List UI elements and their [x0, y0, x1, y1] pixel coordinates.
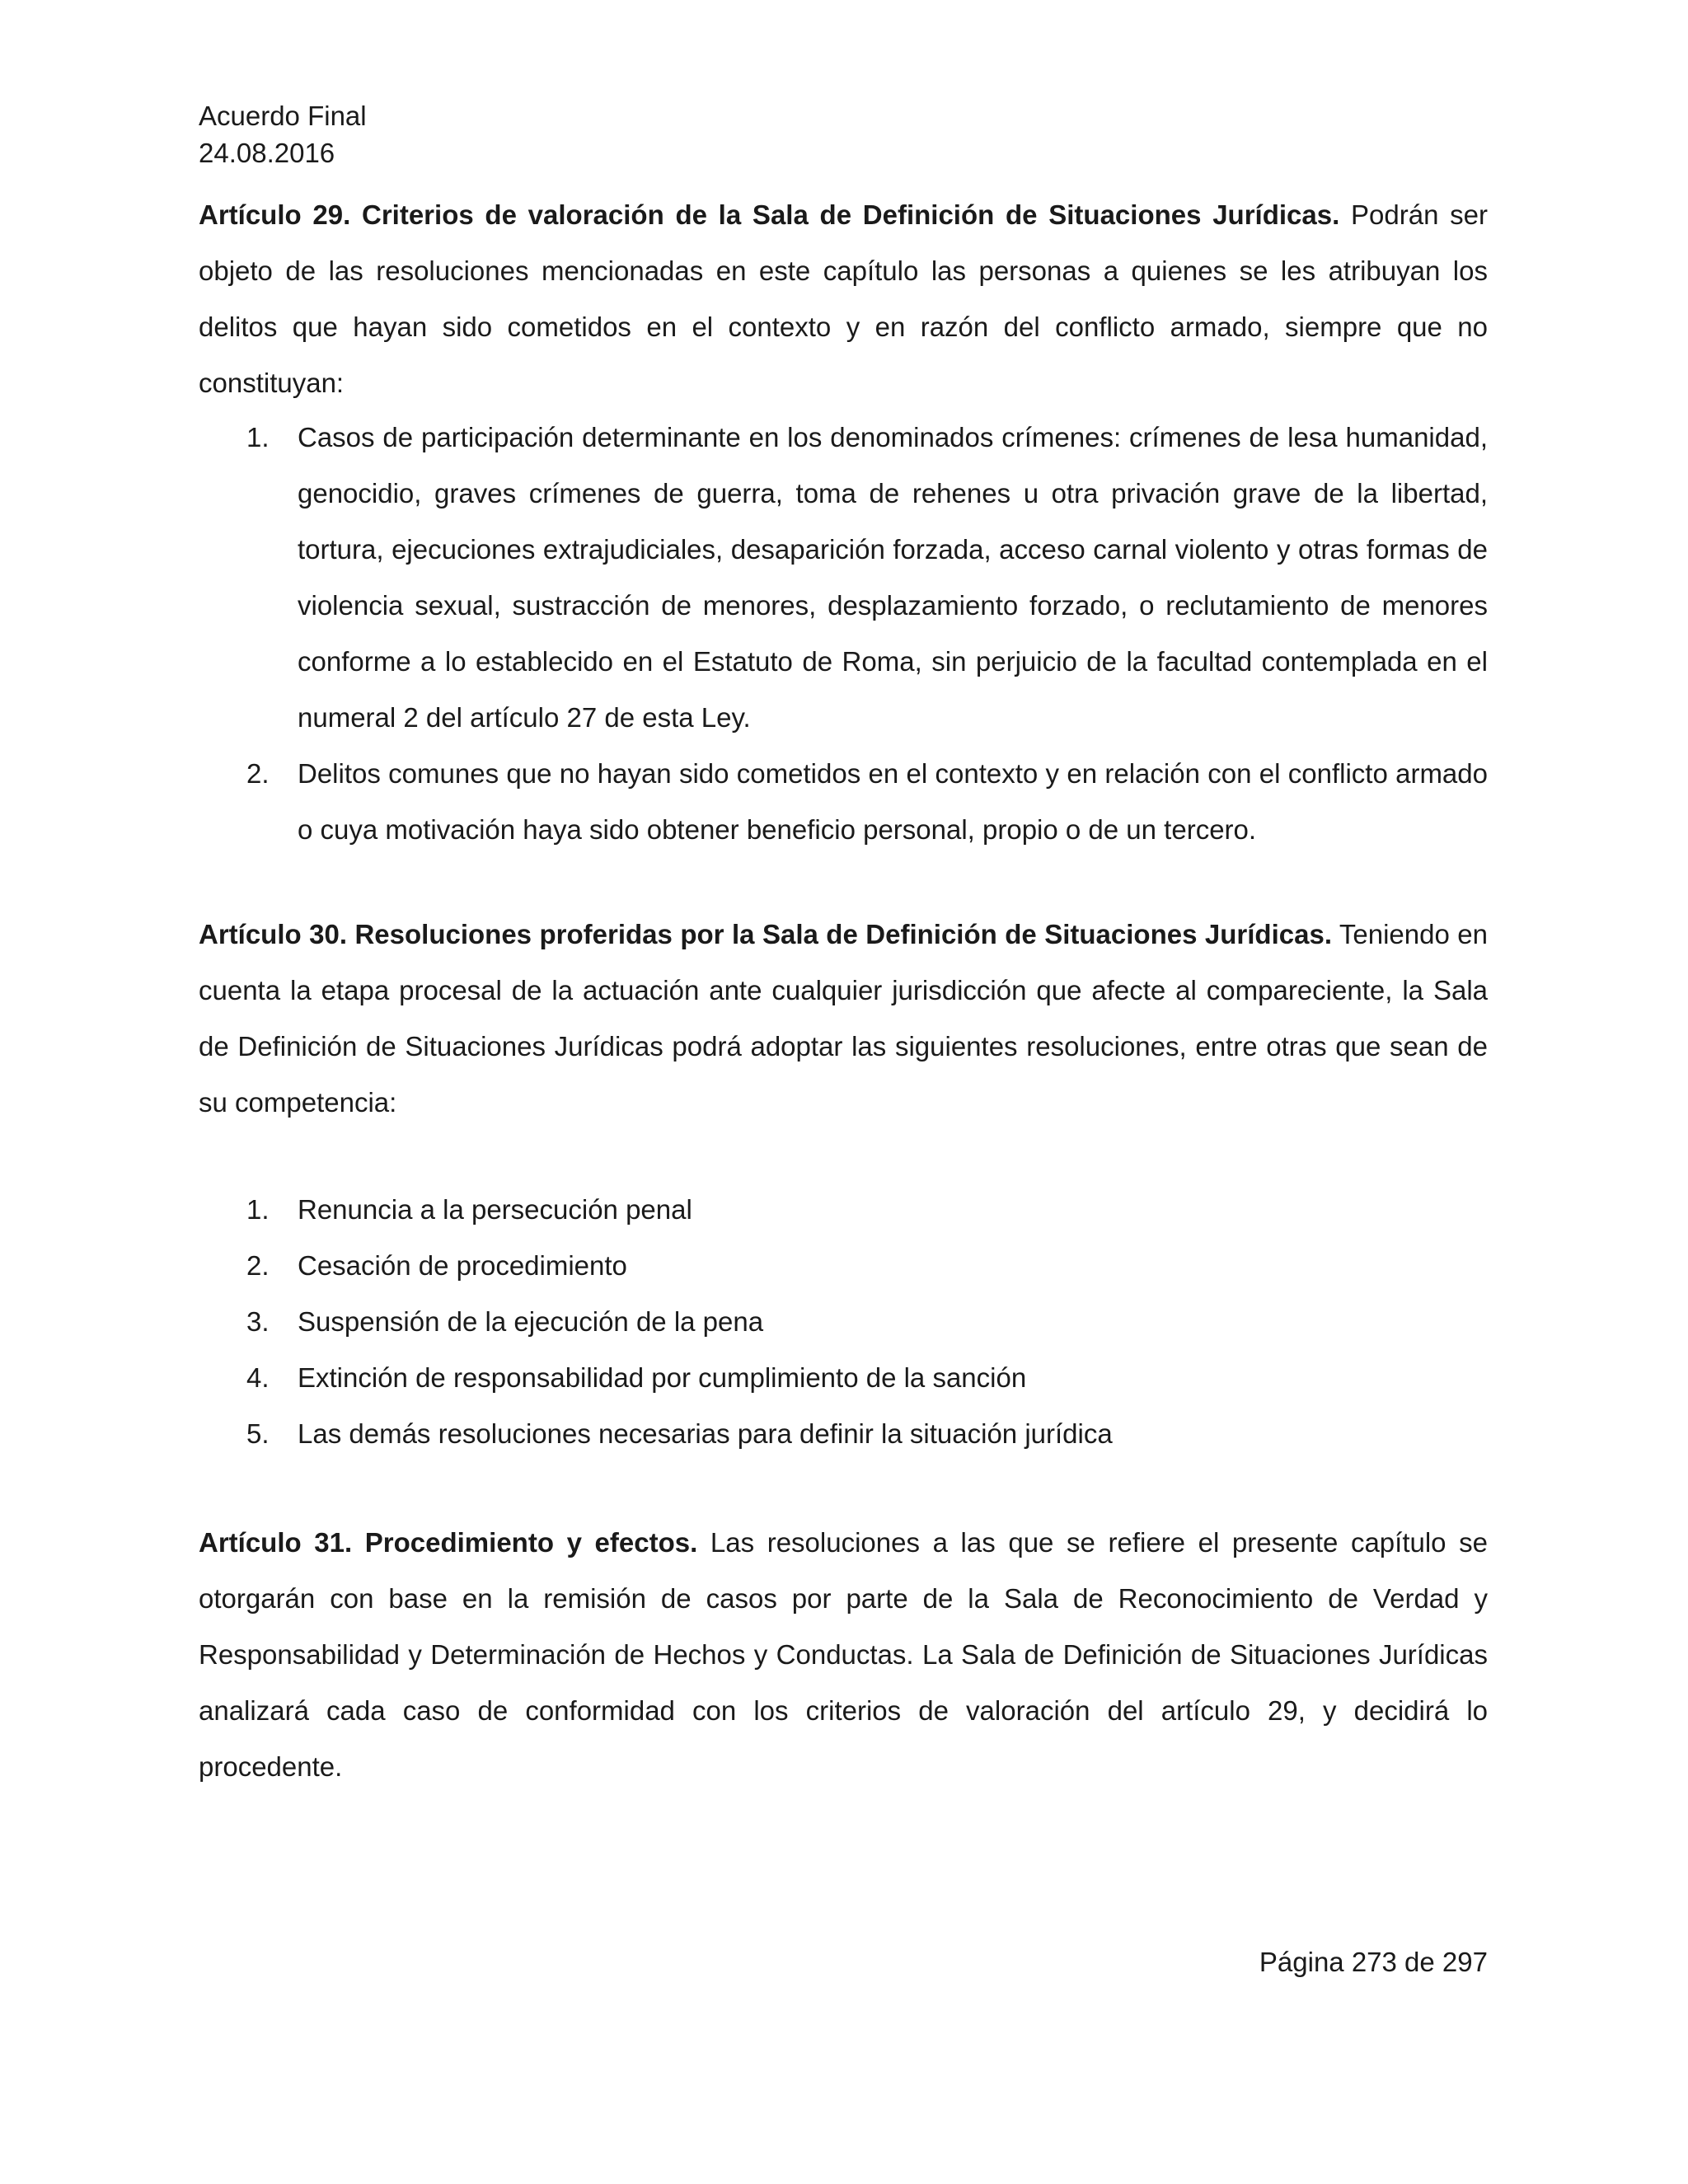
article-31-paragraph: [199, 1515, 1488, 1795]
list-item-number: 3.: [246, 1306, 270, 1337]
article-30-list: [199, 1182, 1488, 1462]
list-item-text: Extinción de responsabilidad por cumplimiento de la sanción: [298, 1362, 1027, 1393]
list-item-number: 2.: [246, 1250, 270, 1281]
article-31-title: Artículo 31. Procedimiento y efectos.: [199, 1527, 698, 1558]
list-item-text: Delitos comunes que no hayan sido cometidos en el contexto y en relación con el conflicto armado o cuya motivación haya sido obtener beneficio personal, propio o de un tercero.: [298, 758, 1488, 845]
article-30-paragraph: [199, 907, 1488, 1131]
list-item-number: 1.: [246, 1194, 270, 1225]
article-29-list: [199, 410, 1488, 858]
list-item-text: Las demás resoluciones necesarias para definir la situación jurídica: [298, 1418, 1113, 1449]
list-item: [199, 1182, 1488, 1238]
list-item: [199, 1350, 1488, 1406]
list-item: [199, 746, 1488, 858]
article-29-paragraph: [199, 187, 1488, 411]
list-item-text: Cesación de procedimiento: [298, 1250, 627, 1281]
list-item-number: 1.: [246, 422, 270, 452]
list-item-number: 4.: [246, 1362, 270, 1393]
article-31-body: Las resoluciones a las que se refiere el presente capítulo se otorgarán con base en la remisión de casos por parte de la Sala de Reconocimiento de Verdad y Responsabilidad y Determinación de Hechos y Conductas. La Sala de Definición de Situaciones Jurídicas analizará cada caso de conformidad con los criterios de valoración del artículo 29, y decidirá lo procedente.: [199, 1527, 1488, 1782]
list-item: [199, 1406, 1488, 1462]
article-30-title: Artículo 30. Resoluciones proferidas por la Sala de Definición de Situaciones Jurídicas.: [199, 919, 1332, 949]
article-29-body: Podrán ser objeto de las resoluciones mencionadas en este capítulo las personas a quienes se les atribuyan los delitos que hayan sido cometidos en el contexto y en razón del conflicto armado, siempre que no constituyan:: [199, 199, 1488, 398]
header-date: 24.08.2016: [199, 138, 335, 168]
page-number: Página 273 de 297: [1259, 1947, 1488, 1977]
article-30-body: Teniendo en cuenta la etapa procesal de la actuación ante cualquier jurisdicción que afecte al compareciente, la Sala de Definición de Situaciones Jurídicas podrá adoptar las siguientes resoluciones, entre otras que sean de su competencia:: [199, 919, 1488, 1118]
list-item-text: Casos de participación determinante en los denominados crímenes: crímenes de lesa humanidad, genocidio, graves crímenes de guerra, toma de rehenes u otra privación grave de la libertad, tortura, ejecuciones extrajudiciales, desaparición forzada, acceso carnal violento y otras formas de violencia sexual, sustracción de menores, desplazamiento forzado, o reclutamiento de menores conforme a lo establecido en el Estatuto de Roma, sin perjuicio de la facultad contemplada en el numeral 2 del artículo 27 de esta Ley.: [298, 422, 1488, 733]
list-item-text: Renuncia a la persecución penal: [298, 1194, 692, 1225]
list-item: [199, 410, 1488, 746]
document-page: [199, 0, 1488, 2184]
list-item: [199, 1238, 1488, 1294]
list-item-number: 2.: [246, 758, 270, 789]
document-header: [199, 97, 367, 171]
list-item-number: 5.: [246, 1418, 270, 1449]
list-item-text: Suspensión de la ejecución de la pena: [298, 1306, 764, 1337]
header-title: Acuerdo Final: [199, 101, 367, 131]
list-item: [199, 1294, 1488, 1350]
article-29-title: Artículo 29. Criterios de valoración de la Sala de Definición de Situaciones Jurídicas.: [199, 199, 1340, 230]
